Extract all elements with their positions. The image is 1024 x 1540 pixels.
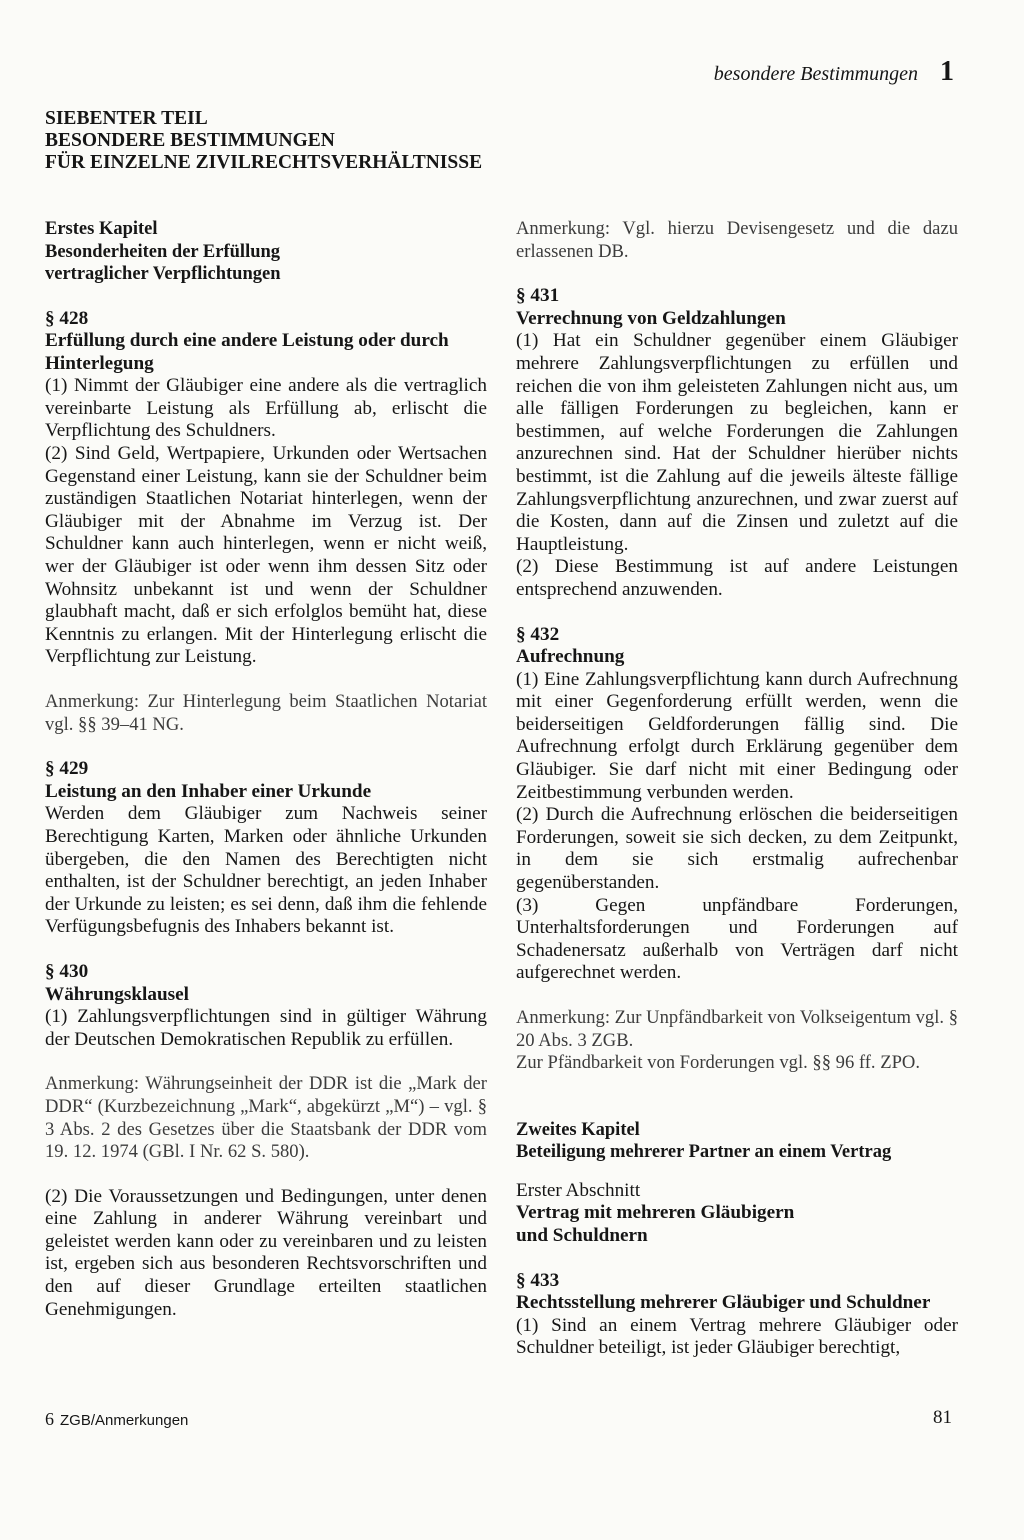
- part-title-line: BESONDERE BESTIMMUNGEN: [45, 130, 335, 151]
- section-number-429: § 429: [45, 758, 89, 780]
- section-title-430: Währungsklausel: [45, 983, 189, 1005]
- section-430-paragraph-2: (2) Die Voraussetzungen und Bedingungen, unter denen eine Zahlung in anderer Währung vereinbart und geleistet werden kann oder zu vereinbaren und zu leisten ist, ergeben sich aus besonderen Rechtsvorschriften und den auf dieser Grundlage erteilten staatlichen Genehmigungen.: [45, 1185, 487, 1320]
- section-432-paragraph-1: (1) Eine Zahlungsverpflichtung kann durch Aufrechnung mit einer Gegenforderung erfüllt werden, wenn die beiderseitigen Geldforderungen fällig sind. Die Aufrechnung erfolgt durch Erklärung gegenüber dem Gläubiger. Sie darf nicht mit einer Bedingung oder Zeitbestimmung verbunden werden.: [516, 668, 958, 803]
- section-430-paragraph-1: (1) Zahlungsverpflichtungen sind in gültiger Währung der Deutschen Demokratischen Republik zu erfüllen.: [45, 1006, 487, 1050]
- chapter-title-line: Besonderheiten der Erfüllung: [45, 241, 281, 262]
- running-head: [714, 56, 954, 88]
- subsection-label: Erster Abschnitt: [516, 1179, 641, 1201]
- section-title-428: Erfüllung durch eine andere Leistung oder durch Hinterlegung: [45, 330, 449, 374]
- section-430-note-continued: Anmerkung: Vgl. hierzu Devisengesetz und die dazu erlassenen DB.: [516, 218, 958, 262]
- part-title-line: SIEBENTER TEIL: [45, 108, 208, 129]
- section-431-paragraph-1: (1) Hat ein Schuldner gegenüber einem Gläubiger mehrere Zahlungsverpflichtungen zu erfüllen und reichen die von ihm geleisteten Zahlungen nicht aus, um alle fälligen Forderungen zu begleichen, kann er bestimmen, auf welche Forderungen die Zahlungen anzurechnen sind. Hat der Schuldner hierüber nichts bestimmt, ist die Zahlung auf die jeweils älteste fällige Zahlungsverpflichtung anzurechnen, und zwar zuerst auf die Kosten, dann auf die Zinsen und zuletzt auf die Hauptleistung.: [516, 330, 958, 555]
- chapter-title-line: vertraglicher Verpflichtungen: [45, 264, 281, 284]
- signature-number: 6: [45, 1409, 54, 1429]
- section-428-paragraph-2: (2) Sind Geld, Wertpapiere, Urkunden oder Wertsachen Gegenstand einer Leistung, kann sie der Schuldner beim zuständigen Staatlichen Notariat hinterlegen, wenn der Gläubiger mit der Abnahme im Verzug ist. Der Schuldner kann auch hinterlegen, wenn er nicht weiß, wer der Gläubiger ist oder wenn ihm dessen Sitz oder Wohnsitz unbekannt ist und wenn der Schuldner glaubhaft macht, daß er sich erfolglos bemüht hat, diese Kenntnis zu erlangen. Mit der Hinterlegung erlischt die Verpflichtung zur Leistung.: [45, 443, 487, 668]
- subsection-title-line: und Schuldnern: [516, 1224, 648, 1246]
- footer-signature: [45, 1409, 188, 1430]
- chapter-number: 1: [940, 56, 954, 87]
- section-title-433: Rechtsstellung mehrerer Gläubiger und Schuldner: [516, 1292, 931, 1314]
- chapter-heading-2: [516, 1119, 958, 1164]
- section-428-paragraph-1: (1) Nimmt der Gläubiger eine andere als die vertraglich vereinbarte Leistung als Erfüllung ab, erlischt die Verpflichtung des Schuldners.: [45, 375, 487, 442]
- section-432-note-1: Anmerkung: Zur Unpfändbarkeit von Volkseigentum vgl. § 20 Abs. 3 ZGB.: [516, 1007, 958, 1051]
- section-title-432: Aufrechnung: [516, 646, 625, 668]
- chapter-label: Erstes Kapitel: [45, 219, 158, 239]
- section-title-431: Verrechnung von Geldzahlungen: [516, 307, 786, 329]
- left-column: [45, 218, 487, 1321]
- section-number-432: § 432: [516, 623, 560, 645]
- section-title-429: Leistung an den Inhaber einer Urkunde: [45, 780, 372, 802]
- chapter-label: Zweites Kapitel: [516, 1119, 640, 1140]
- chapter-heading: [45, 218, 487, 286]
- section-number-430: § 430: [45, 960, 89, 982]
- section-433-paragraph-1: (1) Sind an einem Vertrag mehrere Gläubiger oder Schuldner beteiligt, ist jeder Gläubiger berechtigt,: [516, 1314, 958, 1359]
- section-428-note: Anmerkung: Zur Hinterlegung beim Staatlichen Notariat vgl. §§ 39–41 NG.: [45, 691, 487, 735]
- section-431-paragraph-2: (2) Diese Bestimmung ist auf andere Leistungen entsprechend anzuwenden.: [516, 556, 958, 600]
- running-head-text: besondere Bestimmungen: [713, 63, 918, 85]
- section-432-paragraph-3: (3) Gegen unpfändbare Forderungen, Unterhaltsforderungen und Forderungen auf Schadenersatz außerhalb von Verträgen darf nicht aufgerechnet werden.: [516, 894, 958, 984]
- section-432-note-2: Zur Pfändbarkeit von Forderungen vgl. §§ 96 ff. ZPO.: [516, 1052, 921, 1074]
- section-number-428: § 428: [45, 307, 89, 329]
- section-430-note: Anmerkung: Währungseinheit der DDR ist die „Mark der DDR“ (Kurzbezeichnung „Mark“, abgekürzt „M“) – vgl. § 3 Abs. 2 des Gesetzes über die Staatsbank der DDR vom 19. 12. 1974 (GBl. I Nr. 62 S. 580).: [45, 1073, 487, 1163]
- section-429-paragraph-1: Werden dem Gläubiger zum Nachweis seiner Berechtigung Karten, Marken oder ähnliche Urkunden übergeben, die den Namen des Berechtigten nicht enthalten, ist der Schuldner berechtigt, an jeden Inhaber der Urkunde zu leisten; es sei denn, daß ihm die fehlende Verfügungsbefugnis des Inhabers bekannt ist.: [45, 803, 487, 938]
- subsection-title: [516, 1202, 958, 1247]
- subsection-title-line: Vertrag mit mehreren Gläubigern: [516, 1202, 795, 1224]
- section-number-433: § 433: [516, 1269, 560, 1291]
- chapter-title-line: Beteiligung mehrerer Partner an einem Vertrag: [516, 1142, 892, 1163]
- signature-label: ZGB/Anmerkungen: [60, 1412, 189, 1429]
- part-title: [45, 108, 565, 174]
- part-title-line: FÜR EINZELNE ZIVILRECHTSVERHÄLTNISSE: [45, 152, 483, 173]
- section-432-paragraph-2: (2) Durch die Aufrechnung erlöschen die beiderseitigen Forderungen, soweit sie sich decken, zu dem Zeitpunkt, in dem sie sich erstmalig aufrechenbar gegenüberstanden.: [516, 804, 958, 894]
- page-number: 81: [933, 1407, 952, 1428]
- right-column: [516, 218, 958, 1360]
- section-number-431: § 431: [516, 285, 560, 307]
